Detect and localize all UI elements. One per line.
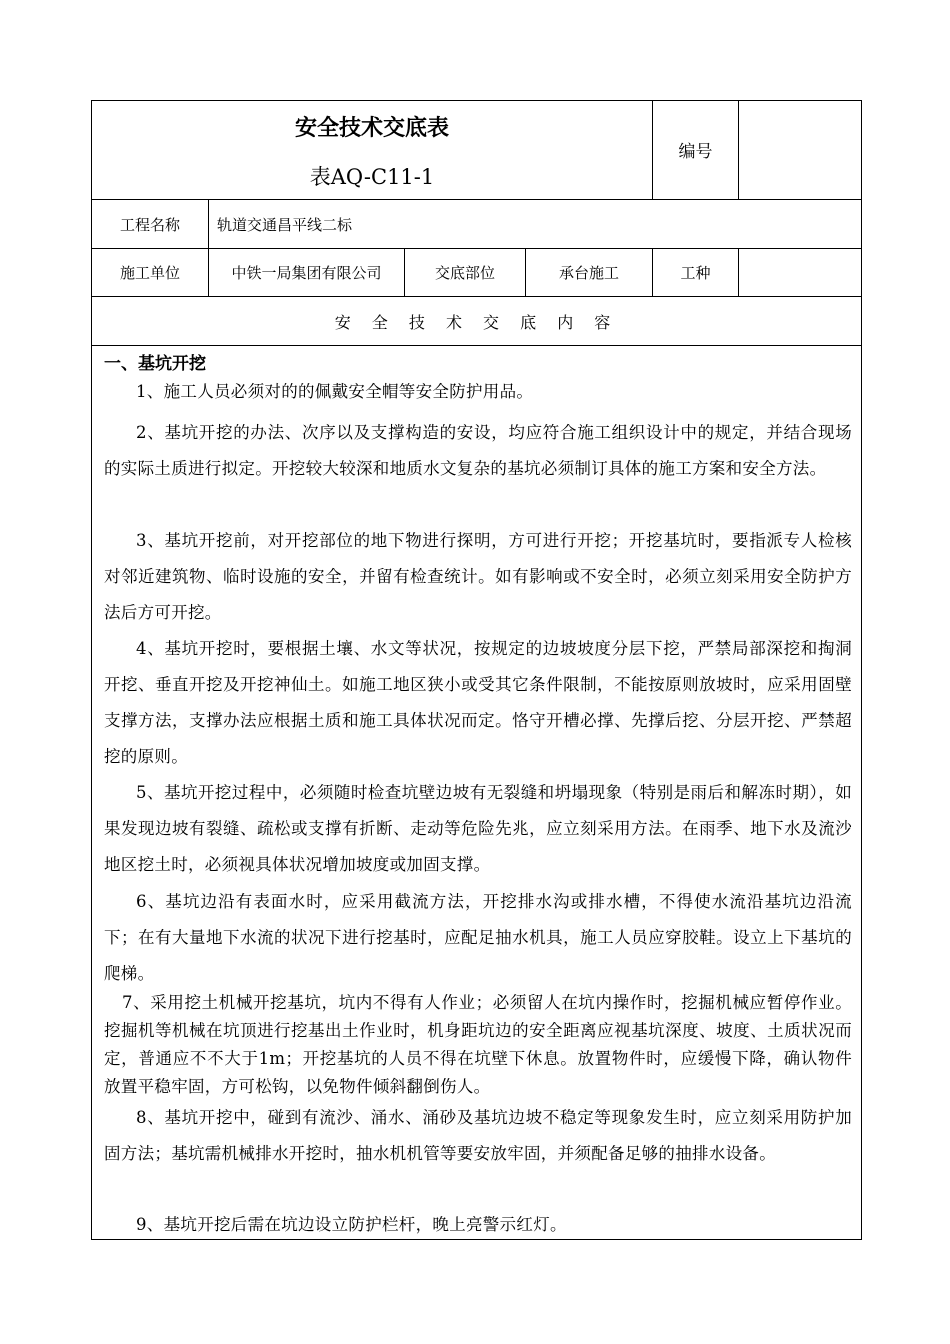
content-item: 8、基坑开挖中，碰到有流沙、涌水、涌砂及基坑边坡不稳定等现象发生时，应立刻采用防护加固方法；基坑需机械排水开挖时，抽水机机管等要安放牢固，并须配备足够的抽排水设备。: [104, 1108, 852, 1163]
content-item: 5、基坑开挖过程中，必须随时检查坑壁边坡有无裂缝和坍塌现象（特别是雨后和解冻时期），如果发现边坡有裂缝、疏松或支撑有折断、走动等危险先兆，应立刻采用方法。在雨季、地下水及流沙地区挖土时，必须视具体状况增加坡度或加固支撑。: [104, 783, 852, 874]
disclosure-part-value: 承台施工: [558, 264, 619, 282]
section-title: 一、基坑开挖: [104, 354, 206, 374]
code-value: [739, 100, 861, 199]
trade-value: [739, 249, 861, 296]
content-heading: 安 全 技 术 交 底 内 容: [334, 312, 619, 332]
row-divider: [91, 345, 862, 346]
construction-unit-value: 中铁一局集团有限公司: [231, 264, 382, 282]
content-item: 6、基坑边沿有表面水时，应采用截流方法，开挖排水沟或排水槽，不得使水流沿基坑边沿流下；在有大量地下水流的状况下进行挖基时，应配足抽水机具，施工人员应穿胶鞋。设立上下基坑的爬梯。: [104, 892, 852, 983]
content-item: 2、基坑开挖的办法、次序以及支撑构造的安设，均应符合施工组织设计中的规定，并结合现场的实际土质进行拟定。开挖较大较深和地质水文复杂的基坑必须制订具体的施工方案和安全方法。: [104, 423, 852, 478]
trade-label: 工种: [680, 264, 711, 282]
project-name-label: 工程名称: [119, 215, 180, 234]
content-item: 3、基坑开挖前，对开挖部位的地下物进行探明，方可进行开挖；开挖基坑时，要指派专人检核对邻近建筑物、临时设施的安全，并留有检查统计。如有影响或不安全时，必须立刻采用安全防护方法后方可开挖。: [104, 531, 852, 622]
construction-unit-label: 施工单位: [119, 264, 180, 282]
disclosure-part-label: 交底部位: [434, 264, 495, 282]
content-item: 1、施工人员必须对的的佩戴安全帽等安全防护用品。: [136, 382, 534, 401]
content-item: 9、基坑开挖后需在坑边设立防护栏杆，晚上亮警示红灯。: [136, 1215, 567, 1234]
form-number: 表AQ-C11-1: [309, 165, 435, 189]
form-title: 安全技术交底表: [294, 115, 449, 141]
content-item: 7、采用挖土机械开挖基坑，坑内不得有人作业；必须留人在坑内操作时，挖掘机械应暂停作业。挖掘机等机械在坑顶进行挖基出土作业时，机身距坑边的安全距离应视基坑深度、坡度、土质状况而定，普通应不不大于1m；开挖基坑的人员不得在坑壁下休息。放置物件时，应缓慢下降，确认物件放置平稳牢固，方可松钩，以免物件倾斜翻倒伤人。: [104, 993, 852, 1096]
content-item: 4、基坑开挖时，要根据土壤、水文等状况，按规定的边坡坡度分层下挖，严禁局部深挖和掏洞开挖、垂直开挖及开挖神仙土。如施工地区狭小或受其它条件限制，不能按原则放坡时，应采用固壁支撑方法，支撑办法应根据土质和施工具体状况而定。恪守开槽必撑、先撑后挖、分层开挖、严禁超挖的原则。: [104, 639, 852, 766]
project-name-value: 轨道交通昌平线二标: [217, 215, 353, 234]
code-label: 编号: [678, 142, 713, 162]
